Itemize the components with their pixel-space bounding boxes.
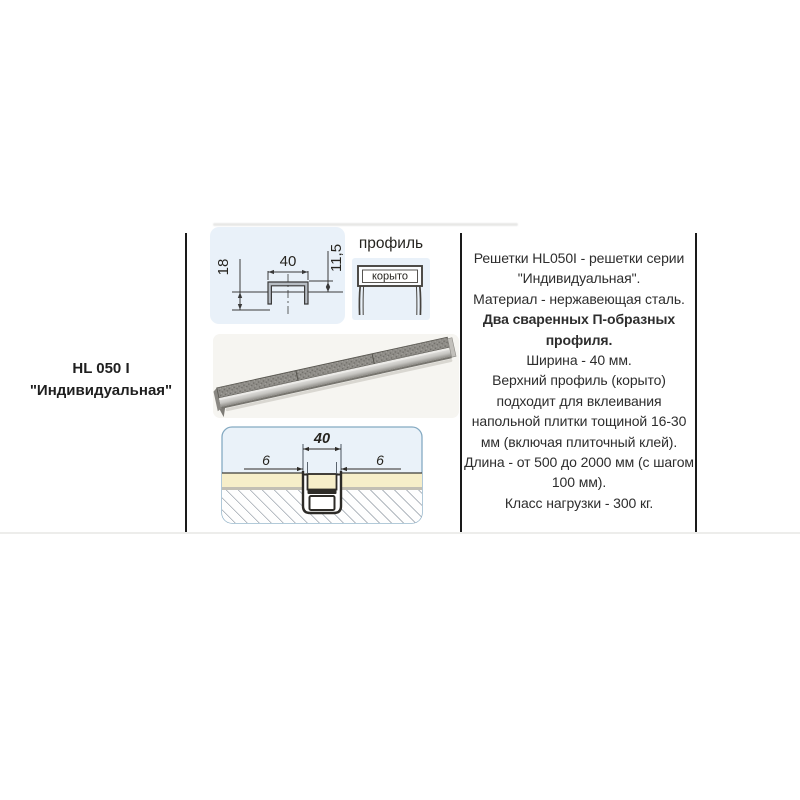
description-line: 100 мм).: [551, 474, 607, 491]
description-line: Класс нагрузки - 300 кг.: [504, 494, 654, 511]
description-line: напольной плитки тощиной 16-30: [471, 413, 687, 430]
dim-height-18: 18: [215, 258, 232, 276]
tile-layer-left: [222, 473, 303, 487]
installation-drawing: [220, 424, 424, 526]
product-series-name: "Индивидуальная": [29, 382, 173, 399]
grate-photo: [213, 334, 459, 418]
description-line: Решетки HL050I - решетки серии: [473, 250, 685, 266]
dim-width-40: 40: [279, 253, 297, 270]
dim-depth-11-5: 11,5: [328, 243, 345, 273]
profile-hollow: [310, 496, 335, 510]
product-description: [464, 248, 694, 513]
row-separator-line: [0, 532, 800, 534]
description-line: Длина - от 500 до 2000 мм (с шагом: [464, 454, 694, 471]
tile-layer-right: [341, 473, 422, 487]
description-line: Верхний профиль (корыто): [492, 372, 666, 389]
description-line: Два сваренных П-образных: [482, 311, 676, 328]
table-border-right: [695, 233, 697, 532]
product-label-cell: [12, 358, 190, 403]
dim-gap-left-6: 6: [262, 452, 270, 468]
description-line: Ширина - 40 мм.: [526, 352, 632, 369]
description-line: мм (включая плиточный клей).: [480, 433, 678, 450]
product-code: HL 050 I: [72, 360, 130, 377]
description-line: подходит для вклеивания: [496, 392, 662, 409]
trough-with-tile: [308, 474, 337, 490]
dim-install-width-40: 40: [313, 431, 331, 447]
description-line: "Индивидуальная".: [517, 270, 641, 287]
dimension-drawing: [210, 226, 346, 326]
table-border-middle: [460, 233, 462, 532]
description-line: Материал - нержавеющая сталь.: [473, 290, 685, 307]
dim-gap-right-6: 6: [376, 452, 384, 468]
profile-schematic: [350, 232, 432, 324]
profile-title: профиль: [358, 235, 424, 252]
description-line: профиля.: [545, 331, 613, 348]
trough-label: корыто: [371, 270, 409, 283]
